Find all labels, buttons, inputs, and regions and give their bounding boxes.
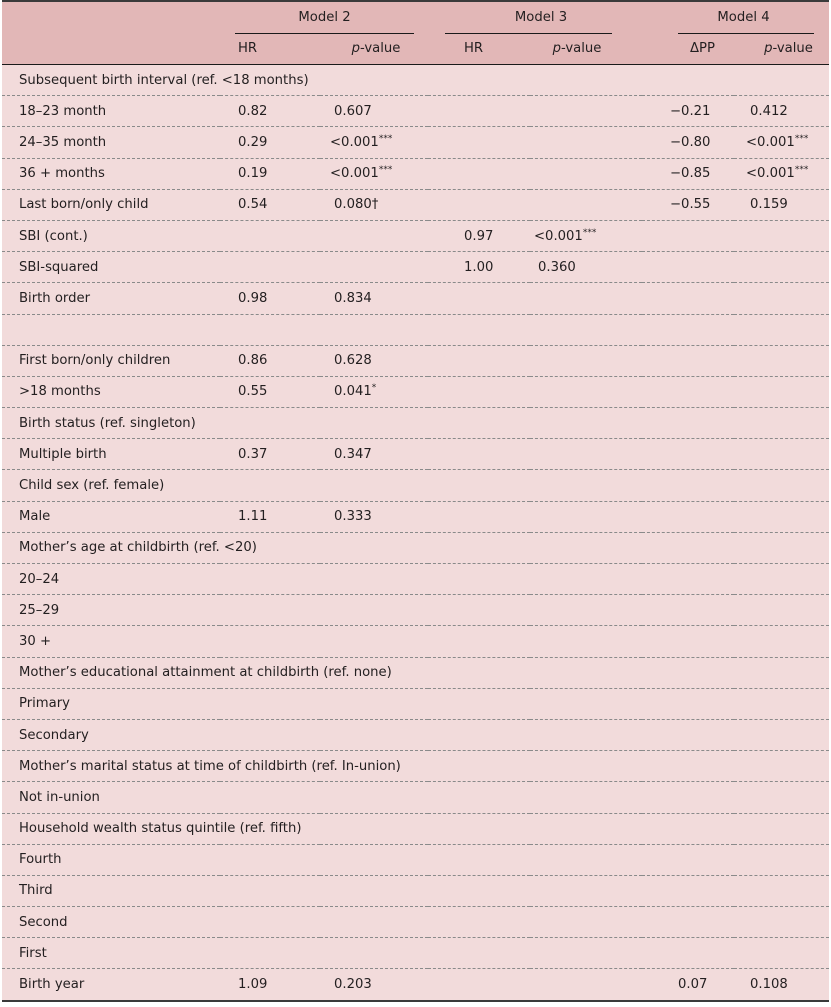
model-2-hr-cell: 0.54 bbox=[220, 189, 320, 220]
model-3-pvalue-cell bbox=[530, 345, 642, 376]
model-3-pvalue-cell bbox=[530, 938, 642, 969]
model-4-dpp-cell bbox=[642, 252, 734, 283]
row-label: Subsequent birth interval (ref. <18 months) bbox=[2, 65, 220, 96]
model-2-hr-cell bbox=[220, 626, 320, 657]
model-4-dpp-cell bbox=[642, 220, 734, 251]
model-3-pvalue-cell bbox=[530, 127, 642, 158]
row-label: Mother’s age at childbirth (ref. <20) bbox=[2, 532, 220, 563]
table-row bbox=[2, 345, 829, 376]
row-label: Mother’s educational attainment at childbirth (ref. none) bbox=[2, 657, 220, 688]
model-3-hr-cell bbox=[428, 96, 530, 127]
model-4-pvalue-cell bbox=[734, 813, 829, 844]
model-4-dpp-cell bbox=[642, 719, 734, 750]
model-4-pvalue-cell bbox=[734, 657, 829, 688]
model-3-hr-cell bbox=[428, 719, 530, 750]
model-3-hr-cell bbox=[428, 314, 530, 345]
model-4-dpp-cell bbox=[642, 65, 734, 96]
model-4-label: Model 4 bbox=[717, 10, 770, 25]
model-3-hr-cell: 1.00 bbox=[428, 252, 530, 283]
model-4-dpp-cell bbox=[642, 376, 734, 407]
model-3-hr-cell bbox=[428, 158, 530, 189]
model-4-pvalue-cell bbox=[734, 470, 829, 501]
row-label: Household wealth status quintile (ref. fifth) bbox=[2, 813, 220, 844]
row-label: First bbox=[2, 938, 220, 969]
table-row bbox=[2, 96, 829, 127]
p-italic: p bbox=[552, 41, 561, 56]
model-4-pvalue-cell: 0.412 bbox=[734, 96, 829, 127]
model-4-pvalue-cell: 0.108 bbox=[734, 969, 829, 1002]
model-2-hr-cell: 0.55 bbox=[220, 376, 320, 407]
model-3-pvalue-cell bbox=[530, 595, 642, 626]
row-label: 20–24 bbox=[2, 564, 220, 595]
model-4-dpp-cell bbox=[642, 532, 734, 563]
model-3-hr-cell bbox=[428, 408, 530, 439]
table-row bbox=[2, 564, 829, 595]
model-2-hr-cell bbox=[220, 220, 320, 251]
table-body bbox=[2, 65, 829, 1002]
model-2-pvalue-cell: 0.041* bbox=[320, 376, 428, 407]
model-4-pvalue-cell bbox=[734, 345, 829, 376]
model-3-pvalue-cell: 0.360 bbox=[530, 252, 642, 283]
model-4-dpp-cell bbox=[642, 408, 734, 439]
model-4-pvalue-cell bbox=[734, 501, 829, 532]
model-2-pvalue-cell bbox=[320, 252, 428, 283]
row-label: First born/only children bbox=[2, 345, 220, 376]
model-4-pvalue-cell bbox=[734, 782, 829, 813]
significance-stars: *** bbox=[378, 165, 393, 176]
p-italic: p bbox=[764, 41, 773, 56]
table-row bbox=[2, 439, 829, 470]
model-4-pvalue-cell bbox=[734, 314, 829, 345]
table-row bbox=[2, 283, 829, 314]
table-row bbox=[2, 252, 829, 283]
model-3-hr-cell bbox=[428, 938, 530, 969]
row-label: Male bbox=[2, 501, 220, 532]
value-label: -value bbox=[560, 41, 602, 56]
model-4-pvalue-cell bbox=[734, 252, 829, 283]
model-4-pvalue-cell bbox=[734, 719, 829, 750]
row-label: Second bbox=[2, 907, 220, 938]
model-3-label: Model 3 bbox=[514, 10, 568, 25]
row-label: 30 + bbox=[2, 626, 220, 657]
model-3-pvalue-cell bbox=[530, 719, 642, 750]
model-2-hr-cell: 0.82 bbox=[220, 96, 320, 127]
model-2-hr-cell: 0.86 bbox=[220, 345, 320, 376]
significance-stars: *** bbox=[378, 133, 393, 144]
model-3-pvalue-cell bbox=[530, 844, 642, 875]
row-label: Fourth bbox=[2, 844, 220, 875]
model-3-pvalue-cell bbox=[530, 314, 642, 345]
model-4-pvalue-cell: <0.001*** bbox=[734, 158, 829, 189]
row-label: Mother’s marital status at time of childbirth (ref. In-union) bbox=[2, 751, 220, 782]
model-4-pvalue-cell bbox=[734, 65, 829, 96]
row-label: 36 + months bbox=[2, 158, 220, 189]
model-2-pvalue-cell: 0.834 bbox=[320, 283, 428, 314]
model-3-hr-cell bbox=[428, 969, 530, 1002]
model-2-hr-cell: 0.37 bbox=[220, 439, 320, 470]
model-4-dpp-cell bbox=[642, 938, 734, 969]
model-4-pvalue-cell bbox=[734, 938, 829, 969]
model-2-header bbox=[220, 1, 428, 33]
model-3-rule bbox=[445, 33, 612, 34]
model-4-dpp-cell bbox=[642, 501, 734, 532]
model-4-dpp-cell bbox=[642, 813, 734, 844]
model-4-pvalue-cell bbox=[734, 564, 829, 595]
table-row bbox=[2, 408, 829, 439]
model-4-pvalue-cell: <0.001*** bbox=[734, 127, 829, 158]
model-3-pvalue-cell bbox=[530, 657, 642, 688]
value-label: -value bbox=[772, 41, 813, 56]
table-row bbox=[2, 719, 829, 750]
model-2-hr-cell bbox=[220, 252, 320, 283]
model-3-header bbox=[428, 1, 642, 33]
model-2-hr-cell bbox=[220, 719, 320, 750]
model-4-dpp-cell bbox=[642, 314, 734, 345]
row-label bbox=[2, 314, 220, 345]
table-row bbox=[2, 782, 829, 813]
significance-stars: * bbox=[371, 383, 377, 394]
hr-label: HR bbox=[238, 41, 258, 56]
model-3-hr-header bbox=[428, 33, 530, 65]
model-4-dpp-cell bbox=[642, 688, 734, 719]
model-header-row bbox=[2, 1, 829, 33]
hr-label: HR bbox=[464, 41, 484, 56]
model-2-hr-cell bbox=[220, 595, 320, 626]
model-3-hr-cell bbox=[428, 189, 530, 220]
model-2-hr-cell bbox=[220, 408, 320, 439]
model-2-pvalue-cell bbox=[320, 314, 428, 345]
row-label: 24–35 month bbox=[2, 127, 220, 158]
model-4-pvalue-cell bbox=[734, 595, 829, 626]
model-3-hr-cell bbox=[428, 283, 530, 314]
table-row bbox=[2, 470, 829, 501]
model-2-pvalue-cell bbox=[320, 813, 428, 844]
model-3-pvalue-cell bbox=[530, 158, 642, 189]
row-label: Third bbox=[2, 875, 220, 906]
table-row bbox=[2, 844, 829, 875]
model-2-pvalue-cell bbox=[320, 782, 428, 813]
model-3-pvalue-cell bbox=[530, 688, 642, 719]
model-4-dpp-cell bbox=[642, 782, 734, 813]
table-header bbox=[2, 1, 829, 65]
model-2-pvalue-cell bbox=[320, 220, 428, 251]
model-2-pvalue-cell: 0.080† bbox=[320, 189, 428, 220]
significance-stars: *** bbox=[794, 165, 809, 176]
model-4-dpp-cell bbox=[642, 564, 734, 595]
model-2-pvalue-cell bbox=[320, 844, 428, 875]
model-4-rule bbox=[678, 33, 814, 34]
model-3-pvalue-cell bbox=[530, 564, 642, 595]
model-3-pvalue-cell bbox=[530, 501, 642, 532]
model-3-pvalue-cell bbox=[530, 283, 642, 314]
regression-table-container bbox=[2, 0, 829, 1002]
model-3-hr-cell bbox=[428, 626, 530, 657]
table-row bbox=[2, 501, 829, 532]
table-row bbox=[2, 127, 829, 158]
table-row bbox=[2, 875, 829, 906]
model-4-dpp-cell: −0.85 bbox=[642, 158, 734, 189]
model-2-pvalue-cell bbox=[320, 595, 428, 626]
model-2-pvalue-cell bbox=[320, 470, 428, 501]
model-4-pvalue-cell bbox=[734, 283, 829, 314]
model-2-hr-cell: 0.29 bbox=[220, 127, 320, 158]
model-3-hr-cell bbox=[428, 470, 530, 501]
model-2-pvalue-header bbox=[320, 33, 428, 65]
model-2-pvalue-cell: 0.333 bbox=[320, 501, 428, 532]
model-3-pvalue-cell bbox=[530, 813, 642, 844]
model-4-pvalue-cell bbox=[734, 751, 829, 782]
row-label: Multiple birth bbox=[2, 439, 220, 470]
table-row bbox=[2, 813, 829, 844]
model-4-dpp-cell bbox=[642, 657, 734, 688]
row-label: 18–23 month bbox=[2, 96, 220, 127]
model-4-pvalue-cell bbox=[734, 532, 829, 563]
table-row bbox=[2, 657, 829, 688]
row-label: >18 months bbox=[2, 376, 220, 407]
model-2-pvalue-cell bbox=[320, 564, 428, 595]
model-3-pvalue-cell bbox=[530, 376, 642, 407]
model-2-pvalue-cell bbox=[320, 408, 428, 439]
table-row bbox=[2, 595, 829, 626]
model-3-hr-cell bbox=[428, 751, 530, 782]
model-3-hr-cell bbox=[428, 657, 530, 688]
row-label: Primary bbox=[2, 688, 220, 719]
model-4-pvalue-cell bbox=[734, 376, 829, 407]
model-3-pvalue-cell bbox=[530, 439, 642, 470]
model-2-pvalue-cell bbox=[320, 719, 428, 750]
model-2-pvalue-cell: 0.628 bbox=[320, 345, 428, 376]
model-2-hr-cell: 0.19 bbox=[220, 158, 320, 189]
model-2-label: Model 2 bbox=[298, 10, 351, 25]
model-2-pvalue-cell bbox=[320, 626, 428, 657]
model-2-hr-cell bbox=[220, 844, 320, 875]
model-4-pvalue-cell bbox=[734, 220, 829, 251]
delta-pp-label: ΔPP bbox=[690, 41, 715, 56]
model-4-dpp-cell bbox=[642, 470, 734, 501]
model-3-pvalue-cell bbox=[530, 751, 642, 782]
model-4-pvalue-cell bbox=[734, 844, 829, 875]
row-label: Birth status (ref. singleton) bbox=[2, 408, 220, 439]
model-3-pvalue-cell bbox=[530, 782, 642, 813]
table-row bbox=[2, 938, 829, 969]
model-3-hr-cell bbox=[428, 782, 530, 813]
model-3-pvalue-cell bbox=[530, 408, 642, 439]
significance-stars: *** bbox=[794, 133, 809, 144]
model-3-pvalue-header bbox=[530, 33, 642, 65]
model-2-hr-cell bbox=[220, 564, 320, 595]
model-4-dpp-cell bbox=[642, 595, 734, 626]
model-2-pvalue-cell bbox=[320, 907, 428, 938]
table-row bbox=[2, 532, 829, 563]
model-2-hr-cell bbox=[220, 938, 320, 969]
table-row bbox=[2, 969, 829, 1002]
model-2-pvalue-cell bbox=[320, 875, 428, 906]
model-3-hr-cell bbox=[428, 564, 530, 595]
model-2-pvalue-cell bbox=[320, 938, 428, 969]
model-2-hr-header bbox=[220, 33, 320, 65]
row-label: Not in-union bbox=[2, 782, 220, 813]
model-3-hr-cell bbox=[428, 875, 530, 906]
model-4-pvalue-cell bbox=[734, 408, 829, 439]
model-4-pvalue-header bbox=[734, 33, 829, 65]
model-3-hr-cell bbox=[428, 439, 530, 470]
model-3-hr-cell bbox=[428, 907, 530, 938]
model-3-pvalue-cell bbox=[530, 189, 642, 220]
row-label: 25–29 bbox=[2, 595, 220, 626]
model-3-hr-cell bbox=[428, 844, 530, 875]
model-3-hr-cell bbox=[428, 376, 530, 407]
model-4-dpp-cell: −0.21 bbox=[642, 96, 734, 127]
model-3-pvalue-cell bbox=[530, 65, 642, 96]
model-2-hr-cell: 1.11 bbox=[220, 501, 320, 532]
model-4-pvalue-cell: 0.159 bbox=[734, 189, 829, 220]
model-3-hr-cell bbox=[428, 501, 530, 532]
model-4-dpp-header bbox=[642, 33, 734, 65]
row-label: SBI (cont.) bbox=[2, 220, 220, 251]
model-2-hr-cell bbox=[220, 314, 320, 345]
model-3-pvalue-cell bbox=[530, 532, 642, 563]
model-2-rule bbox=[235, 33, 414, 34]
model-3-pvalue-cell bbox=[530, 470, 642, 501]
model-4-dpp-cell: 0.07 bbox=[642, 969, 734, 1002]
model-2-pvalue-cell: 0.203 bbox=[320, 969, 428, 1002]
significance-stars: *** bbox=[582, 227, 597, 238]
model-3-pvalue-cell bbox=[530, 96, 642, 127]
model-4-dpp-cell bbox=[642, 844, 734, 875]
model-2-pvalue-cell bbox=[320, 688, 428, 719]
table-row bbox=[2, 626, 829, 657]
model-4-pvalue-cell bbox=[734, 875, 829, 906]
table-row bbox=[2, 751, 829, 782]
row-label: Last born/only child bbox=[2, 189, 220, 220]
model-2-pvalue-cell bbox=[320, 65, 428, 96]
row-label: SBI-squared bbox=[2, 252, 220, 283]
subcolumn-header-row bbox=[2, 33, 829, 65]
table-row bbox=[2, 189, 829, 220]
model-2-pvalue-cell bbox=[320, 532, 428, 563]
model-3-hr-cell bbox=[428, 532, 530, 563]
model-4-dpp-cell bbox=[642, 283, 734, 314]
table-row bbox=[2, 376, 829, 407]
model-2-hr-cell bbox=[220, 875, 320, 906]
p-italic: p bbox=[351, 41, 360, 56]
model-4-dpp-cell bbox=[642, 439, 734, 470]
model-4-dpp-cell bbox=[642, 626, 734, 657]
model-4-pvalue-cell bbox=[734, 907, 829, 938]
model-3-pvalue-cell bbox=[530, 969, 642, 1002]
model-3-pvalue-cell: <0.001*** bbox=[530, 220, 642, 251]
model-4-pvalue-cell bbox=[734, 439, 829, 470]
model-2-hr-cell: 1.09 bbox=[220, 969, 320, 1002]
model-2-pvalue-cell: <0.001*** bbox=[320, 127, 428, 158]
table-row bbox=[2, 688, 829, 719]
model-2-pvalue-cell: <0.001*** bbox=[320, 158, 428, 189]
model-3-hr-cell bbox=[428, 127, 530, 158]
model-3-hr-cell bbox=[428, 65, 530, 96]
model-4-dpp-cell bbox=[642, 907, 734, 938]
model-4-dpp-cell bbox=[642, 751, 734, 782]
table-row bbox=[2, 314, 829, 345]
model-4-dpp-cell bbox=[642, 875, 734, 906]
regression-results-table bbox=[2, 0, 829, 1002]
row-label-subheader bbox=[2, 33, 220, 65]
row-label: Birth year bbox=[2, 969, 220, 1002]
model-2-hr-cell bbox=[220, 470, 320, 501]
model-4-pvalue-cell bbox=[734, 688, 829, 719]
model-3-hr-cell bbox=[428, 345, 530, 376]
model-2-pvalue-cell: 0.607 bbox=[320, 96, 428, 127]
row-label: Birth order bbox=[2, 283, 220, 314]
model-3-hr-cell bbox=[428, 813, 530, 844]
model-3-pvalue-cell bbox=[530, 626, 642, 657]
value-label: -value bbox=[359, 41, 401, 56]
model-4-dpp-cell: −0.80 bbox=[642, 127, 734, 158]
model-2-hr-cell bbox=[220, 907, 320, 938]
model-3-hr-cell bbox=[428, 688, 530, 719]
row-label-header bbox=[2, 1, 220, 33]
model-2-hr-cell: 0.98 bbox=[220, 283, 320, 314]
model-2-pvalue-cell: 0.347 bbox=[320, 439, 428, 470]
model-3-hr-cell bbox=[428, 595, 530, 626]
model-3-pvalue-cell bbox=[530, 907, 642, 938]
model-4-header bbox=[642, 1, 829, 33]
table-row bbox=[2, 907, 829, 938]
row-label: Secondary bbox=[2, 719, 220, 750]
row-label: Child sex (ref. female) bbox=[2, 470, 220, 501]
table-row bbox=[2, 65, 829, 96]
model-3-pvalue-cell bbox=[530, 875, 642, 906]
table-row bbox=[2, 158, 829, 189]
model-2-hr-cell bbox=[220, 688, 320, 719]
model-2-hr-cell bbox=[220, 782, 320, 813]
table-row bbox=[2, 220, 829, 251]
model-4-dpp-cell bbox=[642, 345, 734, 376]
model-4-dpp-cell: −0.55 bbox=[642, 189, 734, 220]
model-4-pvalue-cell bbox=[734, 626, 829, 657]
model-3-hr-cell: 0.97 bbox=[428, 220, 530, 251]
